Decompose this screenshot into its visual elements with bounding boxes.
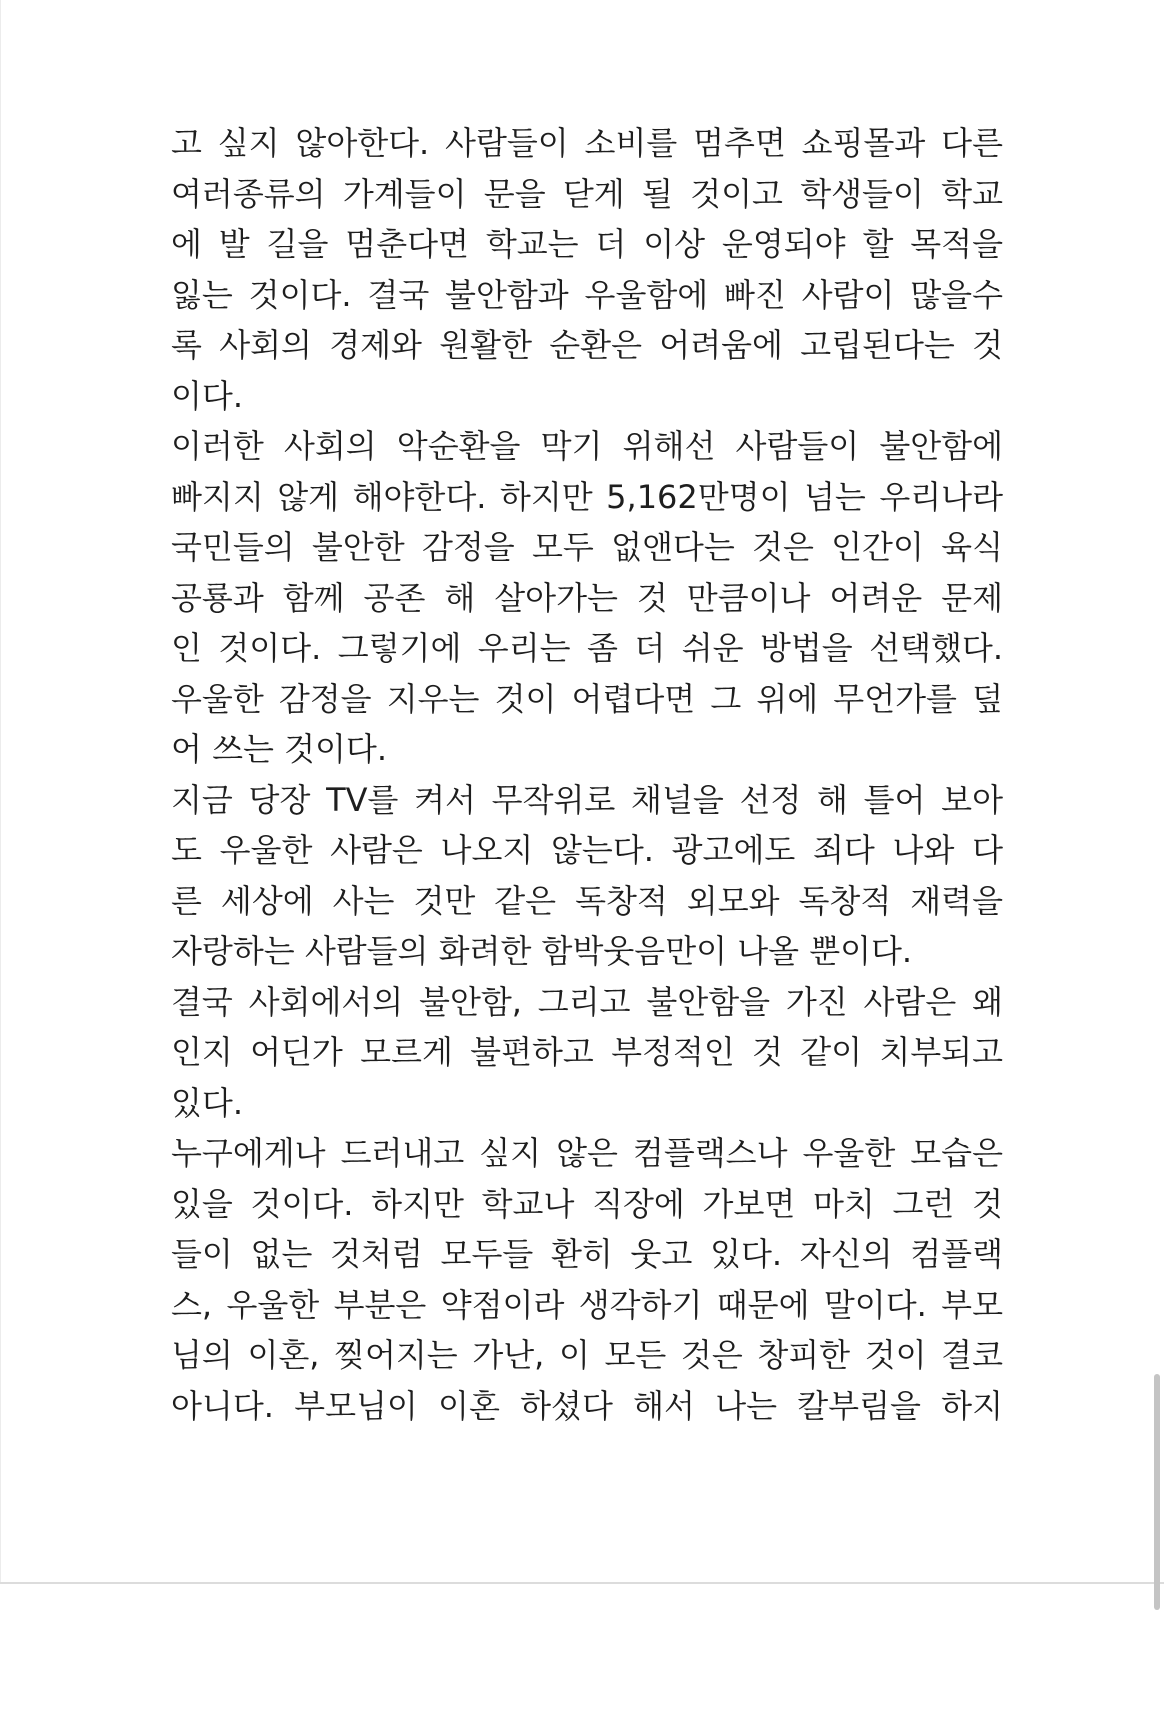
vertical-scrollbar[interactable]: [1150, 0, 1164, 1715]
text-line: 있다.: [171, 1083, 243, 1122]
text-line: 도 우울한 사람은 나오지 않는다. 광고에도 죄다 나와 다: [171, 831, 1003, 869]
text-line: 이러한 사회의 악순환을 막기 위해선 사람들이 불안함에: [171, 427, 1003, 465]
paragraph-2: [171, 421, 1003, 775]
text-line: 결국 사회에서의 불안함, 그리고 불안함을 가진 사람은 왜: [171, 982, 1003, 1021]
text-line: 록 사회의 경제와 원활한 순환은 어려움에 고립된다는 것: [171, 326, 1003, 364]
text-line: 이다.: [171, 376, 243, 415]
paragraph-4: [171, 977, 1003, 1129]
text-line: 고 싶지 않아한다. 사람들이 소비를 멈추면 쇼핑몰과 다른: [171, 124, 1003, 162]
paragraph-3: [171, 775, 1003, 977]
text-line: 여러종류의 가계들이 문을 닫게 될 것이고 학생들이 학교: [171, 174, 1003, 213]
next-page-area: [0, 1584, 1164, 1715]
text-line: 빠지지 않게 해야한다. 하지만 5,162만명이 넘는 우리나라: [171, 477, 1003, 516]
text-line: 인 것이다. 그렇기에 우리는 좀 더 쉬운 방법을 선택했다.: [171, 629, 1003, 667]
text-line: 잃는 것이다. 결국 불안함과 우울함에 빠진 사람이 많을수: [171, 275, 1003, 314]
text-line: 에 발 길을 멈춘다면 학교는 더 이상 운영되야 할 목적을: [171, 225, 1003, 263]
text-line: 자랑하는 사람들의 화려한 함박웃음만이 나올 뿐이다.: [171, 932, 913, 970]
text-line: 어 쓰는 것이다.: [171, 730, 387, 768]
document-body: [171, 118, 1003, 1431]
text-line: 아니다. 부모님이 이혼 하셨다 해서 나는 칼부림을 하지: [171, 1386, 1003, 1425]
text-line: 있을 것이다. 하지만 학교나 직장에 가보면 마치 그런 것: [171, 1184, 1003, 1223]
text-line: 인지 어딘가 모르게 불편하고 부정적인 것 같이 치부되고: [171, 1033, 1003, 1071]
paragraph-5: [171, 1128, 1003, 1431]
text-line: 른 세상에 사는 것만 같은 독창적 외모와 독창적 재력을: [171, 881, 1003, 920]
paragraph-1: [171, 118, 1003, 421]
text-line: 누구에게나 드러내고 싶지 않은 컴플랙스나 우울한 모습은: [171, 1134, 1003, 1172]
text-line: 우울한 감정을 지우는 것이 어렵다면 그 위에 무언가를 덮: [171, 679, 1003, 718]
text-line: 님의 이혼, 찢어지는 가난, 이 모든 것은 창피한 것이 결코: [171, 1336, 1003, 1374]
text-line: 스, 우울한 부분은 약점이라 생각하기 때문에 말이다. 부모: [171, 1285, 1003, 1324]
scrollbar-thumb[interactable]: [1154, 1374, 1160, 1610]
text-line: 국민들의 불안한 감정을 모두 없앤다는 것은 인간이 육식: [171, 528, 1003, 566]
text-line: 지금 당장 TV를 켜서 무작위로 채널을 선정 해 틀어 보아: [171, 780, 1003, 819]
text-line: 공룡과 함께 공존 해 살아가는 것 만큼이나 어려운 문제: [171, 578, 1003, 617]
text-line: 들이 없는 것처럼 모두들 환히 웃고 있다. 자신의 컴플랙: [171, 1235, 1003, 1273]
